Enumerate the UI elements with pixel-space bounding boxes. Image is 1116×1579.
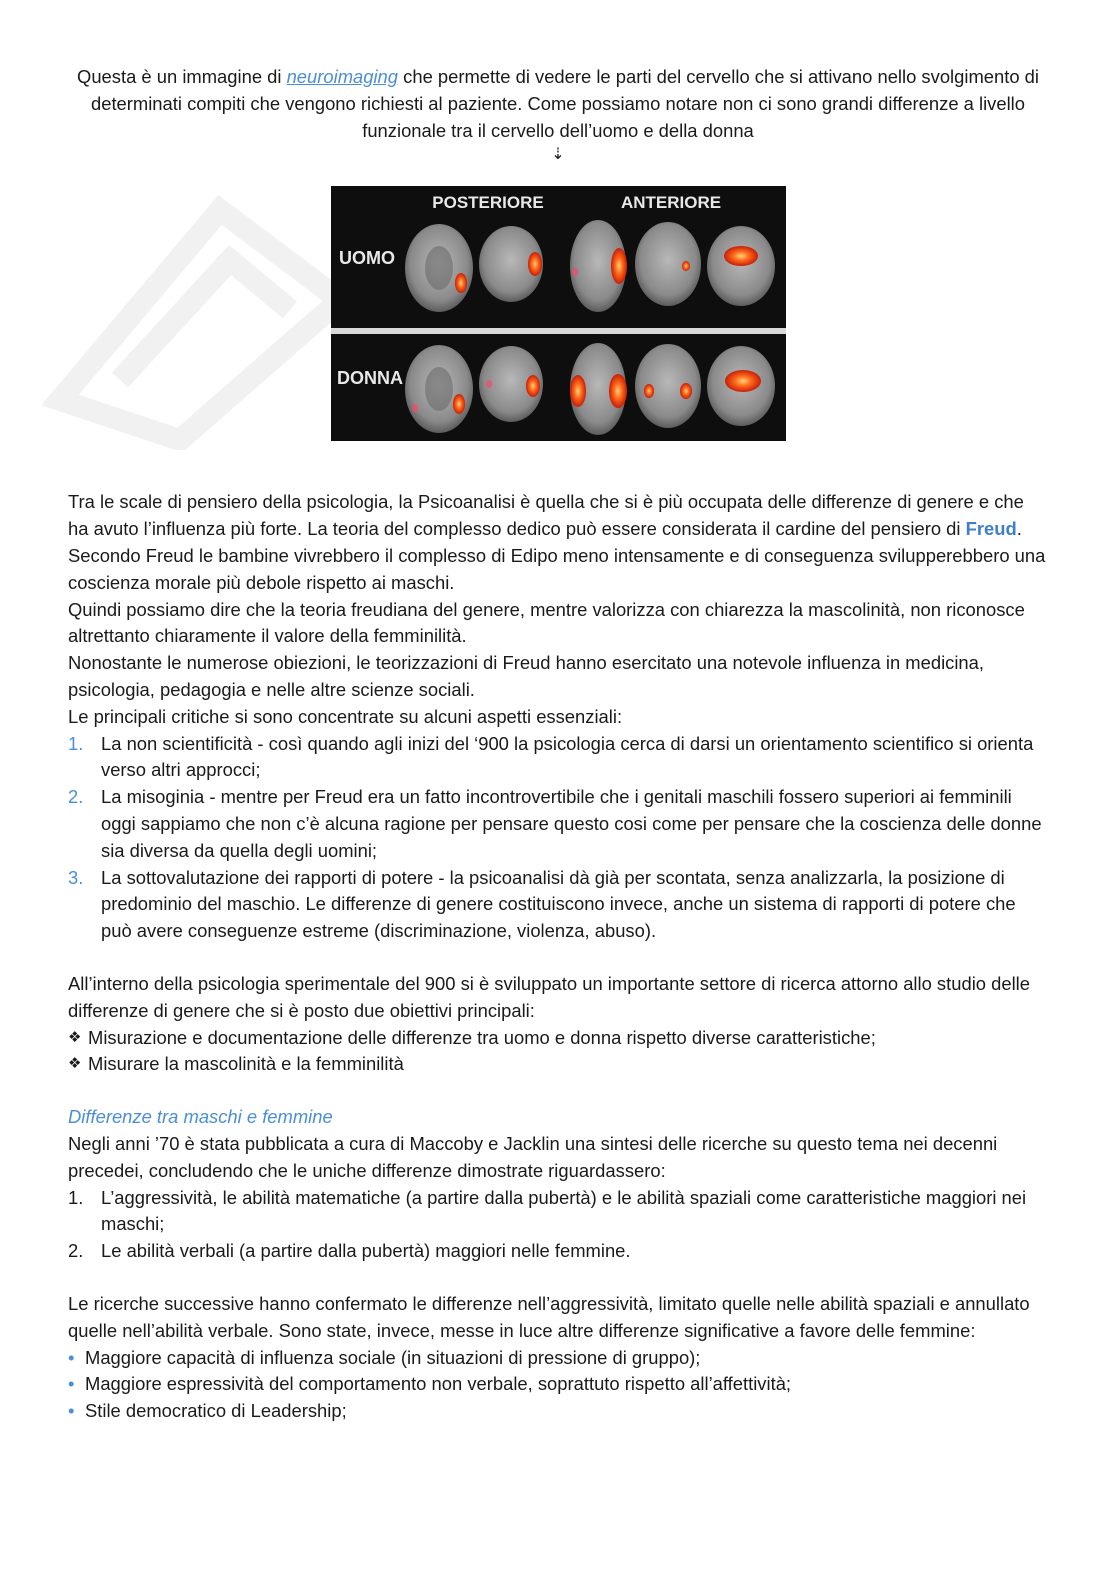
paragraph-influence: Nonostante le numerose obiezioni, le teorizzazioni di Freud hanno esercitato una notevole influenza in medicina, psicologia, pedagogia e nelle altre scienze sociali.: [68, 652, 985, 700]
experimental-psychology-section: [68, 971, 1048, 1078]
paragraph-maccoby: Negli anni ’70 è stata pubblicata a cura di Maccoby e Jacklin una sintesi delle ricerche su questo tema nei decenni precedei, concludendo che le uniche differenze dimostrate riguardassero:: [68, 1132, 998, 1181]
list-number: 1.: [68, 1186, 84, 1208]
list-item: [68, 1051, 1048, 1078]
paragraph-gender-theory: Quindi possiamo dire che la teoria freudiana del genere, mentre valorizza con chiarezza la mascolinità, non riconosce altrettanto chiaramente il valore della femminilità.: [68, 598, 1025, 647]
paragraph-critiques-intro: Le principali critiche si sono concentrate su alcuni aspetti essenziali:: [68, 705, 623, 727]
list-text: Misurare la mascolinità e la femminilità: [88, 1053, 404, 1075]
list-text: Maggiore capacità di influenza sociale (in situazioni di pressione di gruppo);: [85, 1346, 701, 1368]
list-text: L’aggressività, le abilità matematiche (a partire dalla pubertà) e le abilità spaziali come caratteristiche maggiori nei maschi;: [101, 1186, 1027, 1235]
list-item: [68, 1238, 1048, 1265]
down-arrow-icon: ⇣: [551, 146, 565, 164]
list-text: La sottovalutazione dei rapporti di potere - la psicoanalisi dà già per scontata, senza analizzarla, la posizione di predominio del maschio. Le differenze di genere costituiscono invece, anche un sistema di rapporti di potere che può avere conseguenze estreme (discriminazione, violenza, abuso).: [101, 866, 1016, 942]
psychoanalysis-section: [68, 489, 1048, 945]
label-uomo: UOMO: [338, 248, 395, 269]
list-text: Misurazione e documentazione delle differenze tra uomo e donna rispetto diverse caratteristiche;: [88, 1026, 876, 1048]
list-text: La non scientificità - così quando agli inizi del ‘900 la psicologia cerca di darsi un orientamento scientifico si orienta verso altri approcci;: [101, 732, 1034, 781]
label-posteriore: POSTERIORE: [431, 193, 544, 213]
label-donna: DONNA: [336, 368, 403, 389]
objectives-list: [68, 1025, 1048, 1079]
list-item: [68, 731, 1048, 785]
female-advantages-list: [68, 1345, 1048, 1425]
list-number: 2.: [68, 1240, 84, 1262]
list-text: Stile democratico di Leadership;: [85, 1400, 347, 1422]
list-item: [68, 1345, 1048, 1372]
list-item: [68, 1398, 1048, 1425]
psychoanalysis-text: Tra le scale di pensiero della psicologia, la Psicoanalisi è quella che si è più occupata delle differenze di genere e che ha avuto l’influenza più forte. La teoria del complesso dedico può essere considerata il cardine del pensiero di: [68, 491, 1024, 540]
label-anteriore: ANTERIORE: [620, 193, 721, 213]
list-item: [68, 865, 1048, 945]
neuroimaging-link[interactable]: neuroimaging: [286, 66, 399, 87]
paragraph-edipo: Secondo Freud le bambine vivrebbero il complesso di Edipo meno intensamente e di conseguenza svilupperebbero una coscienza morale più debole rispetto ai maschi.: [68, 544, 1046, 593]
bullet-dot-icon: •: [68, 1346, 75, 1368]
list-item: [68, 1371, 1048, 1398]
list-number: 3.: [68, 866, 84, 888]
paragraph-later-research: Le ricerche successive hanno confermato le differenze nell’aggressività, limitato quelle nelle abilità spaziali e annullato quelle nell’abilità verbale. Sono state, invece, messe in luce altre differenze significative a favore delle femmine:: [68, 1292, 1030, 1341]
document-page: [68, 64, 1048, 1425]
section-title: Differenze tra maschi e femmine: [68, 1106, 333, 1128]
later-research-section: [68, 1291, 1048, 1425]
paragraph-psychoanalysis: [68, 489, 1048, 543]
bullet-dot-icon: •: [68, 1400, 75, 1422]
intro-paragraph: [68, 64, 1048, 144]
list-text: Le abilità verbali (a partire dalla pubertà) maggiori nelle femmine.: [101, 1240, 631, 1262]
neuroimaging-figure: [331, 186, 786, 441]
list-text: La misoginia - mentre per Freud era un fatto incontrovertibile che i genitali maschili fossero superiori ai femminili oggi sappiamo che non c’è alcuna ragione per pensare questo cosi come per pensare che la coscienza delle donne sia diversa da quella degli uomini;: [101, 786, 1042, 861]
diamond-bullet-icon: ❖: [68, 1055, 82, 1073]
intro-text-end: che permette di vedere le parti del cervello che si attivano nello svolgimento di determinati compiti che vengono richiesti al paziente. Come possiamo notare non ci sono grandi differenze a livello funzionale tra il cervello dell’uomo e della donna: [90, 66, 1039, 141]
intro-text-start: Questa è un immagine di: [77, 66, 287, 87]
bullet-dot-icon: •: [68, 1373, 75, 1395]
list-text: Maggiore espressività del comportamento non verbale, soprattuto rispetto all’affettività;: [85, 1373, 792, 1395]
list-item: [68, 1025, 1048, 1052]
freud-highlight: Freud: [965, 518, 1017, 540]
differences-list: [68, 1185, 1048, 1265]
list-number: 2.: [68, 786, 84, 808]
brain-scan-image: [331, 186, 786, 441]
list-item: [68, 1185, 1048, 1239]
list-item: [68, 784, 1048, 864]
paragraph-experimental: All’interno della psicologia sperimentale del 900 si è sviluppato un importante settore di ricerca attorno allo studio delle differenze di genere che si è posto due obiettivi principali:: [68, 972, 1030, 1021]
diamond-bullet-icon: ❖: [68, 1028, 82, 1046]
list-number: 1.: [68, 732, 84, 754]
critiques-list: [68, 731, 1048, 945]
differences-section: [68, 1104, 1048, 1265]
period: .: [1016, 518, 1022, 540]
